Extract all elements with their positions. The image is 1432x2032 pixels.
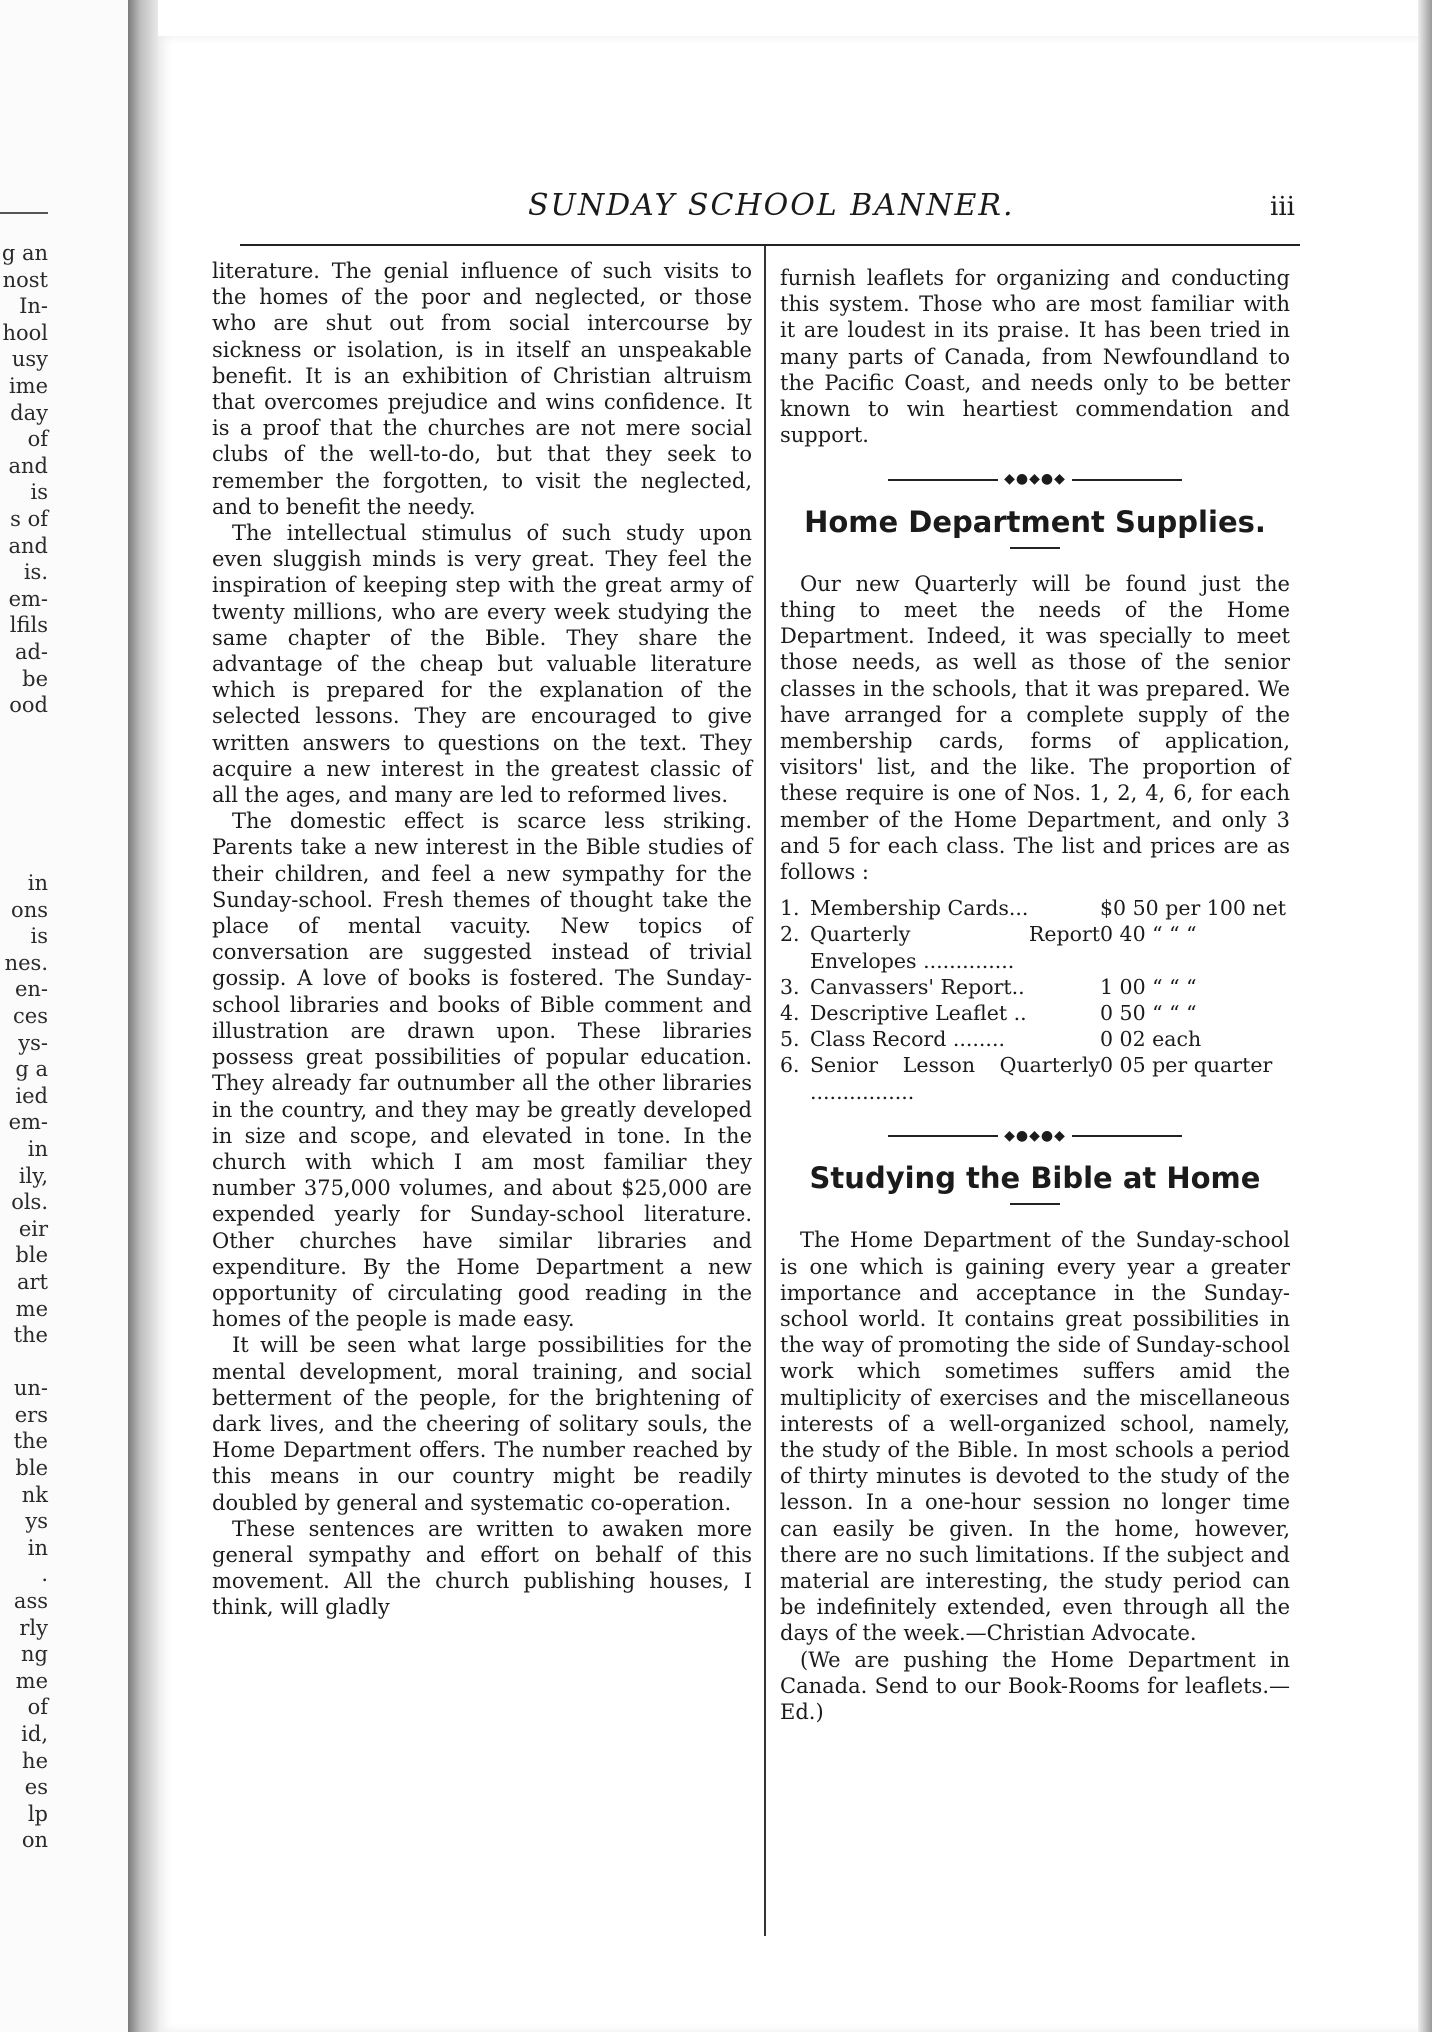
facing-page-line: in (27, 1136, 48, 1161)
paragraph: Our new Quarterly will be found just the thing to meet the needs of the Home Department. Indeed, it was specially to meet those needs, as well as those of the senior classes in the schools, that it was prepared. We have arranged for a complete supply of the membership cards, forms of application, visitors' list, and the like. The proportion of these require is one of Nos. 1, 2, 4, 6, for each member of the Home Department, and only 3 and 5 for each class. The list and prices are as follows : (780, 571, 1290, 885)
facing-page-line: the (13, 1429, 48, 1454)
paragraph: furnish leaflets for organizing and conducting this system. Those who are most familiar with it are loudest in its praise. It has been tried in many parts of Canada, from Newfoundland to the Pacific Coast, and needs only to be better known to win heartiest commendation and support. (780, 266, 1290, 448)
facing-page-text-bottom (5, 870, 48, 1854)
heading-rule (1010, 1203, 1060, 1205)
facing-page-line: ys (25, 1509, 48, 1534)
facing-page-line: lp (27, 1801, 48, 1826)
facing-page-line: ers (14, 1402, 48, 1427)
price-row: 4. Descriptive Leaflet .. 0 50 “ “ “ (780, 1001, 1197, 1026)
facing-page-line: ces (13, 1003, 48, 1028)
facing-page-line: id, (21, 1722, 48, 1746)
price-list (780, 895, 1290, 1105)
facing-page-line: lfils (9, 613, 48, 638)
facing-page-line: of (27, 427, 48, 452)
paragraph: literature. The genial influence of such visits to the homes of the poor and neglected, or those who are shut out from social intercourse by sickness or isolation, is in itself an unspeakable benefit. It is an exhibition of Christian altruism that overcomes prejudice and wins confidence. It is a proof that the churches are not mere social clubs of the well-to-do, but that they seek to remember the forgotten, to visit the neglected, and to benefit the needy. (212, 259, 752, 519)
facing-page-line: ble (15, 1456, 48, 1481)
facing-page-edge (0, 0, 128, 2032)
facing-page-line: be (22, 666, 48, 691)
facing-page-line: ied (15, 1083, 48, 1108)
running-title: SUNDAY SCHOOL BANNER. (528, 188, 1015, 223)
facing-page-line: nk (21, 1482, 48, 1507)
facing-page-line: em- (8, 1110, 48, 1135)
facing-page-line: me (15, 1668, 48, 1693)
facing-page-line: nost (2, 267, 48, 292)
editor-note: (We are pushing the Home Department in Canada. Send to our Book-Rooms for leaflets.—Ed.) (780, 1647, 1290, 1724)
facing-page-line: usy (11, 347, 48, 372)
facing-page-line: ys- (18, 1030, 48, 1055)
facing-page-line: the (13, 1323, 48, 1348)
paragraph: It will be seen what large possibilities for the mental development, moral training, and social betterment of the people, for the brightening of dark lives, and the cheering of solitary souls, the Home Department offers. The number reached by this means in our country might be readily doubled by general and systematic co-operation. (212, 1333, 752, 1515)
left-column (212, 258, 752, 1621)
heading-rule (1010, 547, 1060, 549)
price-row: 1. Membership Cards... $0 50 per 100 net (780, 896, 1286, 921)
facing-page-rule (0, 212, 48, 214)
facing-page-line: and (8, 533, 48, 558)
facing-page-line: ng (21, 1642, 48, 1667)
facing-page-line: on (21, 1828, 48, 1853)
facing-page-line: ily, (18, 1163, 48, 1188)
price-row: 6. Senior Lesson Quarterly ................ 0 05 per quarter (780, 1053, 1273, 1104)
facing-page-line: ad- (14, 639, 48, 664)
facing-page-line: he (22, 1748, 48, 1773)
scan-edge (1418, 0, 1432, 2032)
facing-page-line: ass (13, 1589, 48, 1614)
page-number: iii (1270, 192, 1295, 222)
facing-page-line: ols. (11, 1190, 48, 1215)
facing-page-line: in (27, 871, 48, 895)
facing-page-line: . (41, 1562, 48, 1587)
facing-page-line: is (30, 480, 48, 505)
facing-page-line: un- (13, 1376, 48, 1401)
facing-page-line: In- (19, 294, 48, 319)
facing-page-line: nes. (4, 950, 48, 975)
paragraph: The domestic effect is scarce less striking. Parents take a new interest in the Bible studies of their children, and feel a new sympathy for the Sunday-school. Fresh themes of thought take the place of mental vacuity. New topics of conversation are suggested instead of trivial gossip. A love of books is fostered. The Sunday-school libraries and books of Bible comment and illustration are drawn upon. These libraries possess great possibilities of popular education. They already far outnumber all the other libraries in the country, and they may be greatly developed in size and scope, and elevated in tone. In the church with which I am most familiar they number 375,000 volumes, and about $25,000 are expended yearly for Sunday-school literature. Other churches have similar libraries and expenditure. By the Home Department a new opportunity of circulating good reading in the homes of the people is made easy. (212, 809, 752, 1332)
facing-page-line: and (8, 453, 48, 478)
paragraph: These sentences are written to awaken more general sympathy and effort on behalf of this movement. All the church publishing houses, I think, will gladly (212, 1516, 752, 1620)
paragraph: The Home Department of the Sunday-school is one which is gaining every year a greater importance and acceptance in the Sunday-school world. It contains great possibilities in the way of promoting the side of Sunday-school work which sometimes suffers amid the multiplicity of exercises and the miscellaneous interests of a well-organized school, namely, the study of the Bible. In most schools a period of thirty minutes is devoted to the study of the lesson. In a one-hour session no longer time can easily be given. In the home, however, there are no such limitations. If the subject and material are interesting, the study period can be indefinitely extended, even through all the days of the week.—Christian Advocate. (780, 1228, 1290, 1646)
facing-page-text-top (2, 240, 48, 719)
running-header (220, 180, 1295, 240)
facing-page-line: hool (2, 320, 48, 345)
facing-page-line: day (10, 400, 48, 425)
facing-page-line: g a (15, 1057, 48, 1082)
facing-page-line: is (30, 924, 48, 949)
facing-page-line: ble (15, 1243, 48, 1268)
facing-page-line: g an (1, 241, 48, 265)
column-divider (764, 246, 766, 1936)
facing-page-line: of (27, 1695, 48, 1720)
facing-page-line: in (27, 1535, 48, 1560)
price-row: 3. Canvassers' Report.. 1 00 “ “ “ (780, 974, 1197, 999)
paragraph: The intellectual stimulus of such study upon even sluggish minds is very great. They feel the inspiration of keeping step with the great army of twenty millions, who are every week studying the same chapter of the Bible. They share the advantage of the cheap but valuable literature which is prepared for the explanation of the selected lessons. They are encouraged to give written answers to questions on the text. They acquire a new interest in the greatest classic of all the ages, and many are led to reformed lives. (212, 521, 752, 808)
facing-page-line: ime (8, 373, 48, 398)
header-rule (240, 244, 1300, 246)
facing-page-line: s of (10, 506, 48, 531)
section-heading: Studying the Bible at Home (809, 1161, 1261, 1196)
facing-page-line: es (24, 1775, 48, 1800)
price-row: 2. Quarterly Report Envelopes .............. 0 40 “ “ “ (780, 922, 1197, 973)
facing-page-line: en- (14, 977, 48, 1002)
facing-page-line (5, 1349, 48, 1376)
book-gutter (128, 0, 158, 2032)
ornament-divider: ◆●◆●◆ (780, 1123, 1290, 1149)
facing-page-line: em- (8, 586, 48, 611)
right-column (780, 265, 1290, 1725)
section-heading: Home Department Supplies. (804, 504, 1266, 539)
facing-page-line: ood (9, 693, 48, 718)
price-row: 5. Class Record ........ 0 02 each (780, 1027, 1202, 1052)
ornament-divider: ◆●◆●◆ (780, 466, 1290, 492)
facing-page-line: ons (11, 897, 48, 922)
facing-page-line: me (15, 1296, 48, 1321)
facing-page-line: rly (19, 1615, 48, 1640)
facing-page-line: art (17, 1269, 48, 1294)
facing-page-line: is. (23, 560, 48, 585)
facing-page-line: eir (18, 1216, 48, 1241)
